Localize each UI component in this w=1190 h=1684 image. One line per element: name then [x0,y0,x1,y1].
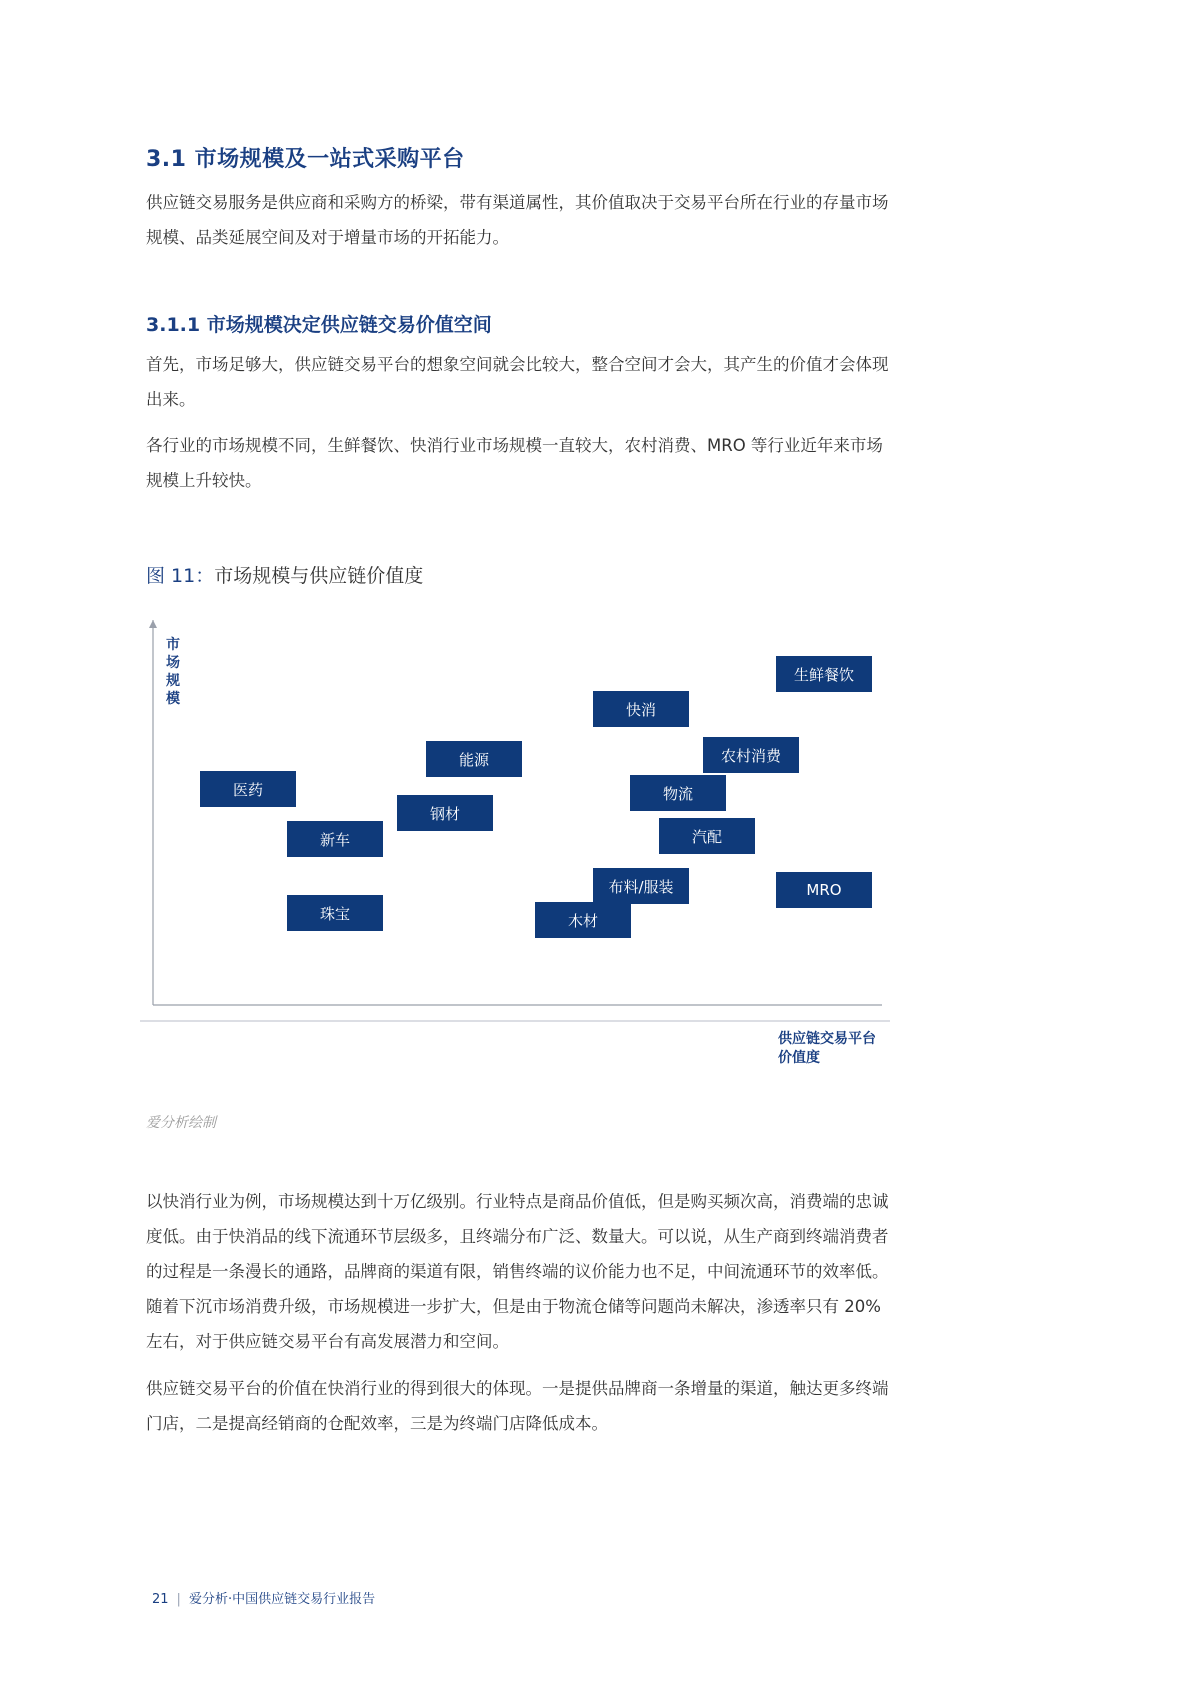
footer-divider: | [176,1592,181,1607]
paragraph-industries: 各行业的市场规模不同，生鲜餐饮、快消行业市场规模一直较大，农村消费、MRO 等行业近年来市场规模上升较快。 [146,436,883,490]
scatter-chart [140,620,900,1100]
category-box: 医药 [200,771,296,807]
chart-axes [140,620,900,1100]
category-box: 能源 [426,741,522,777]
figure-source: 爱分析绘制 [146,1115,216,1131]
y-axis-label: 市场规模 [166,637,180,707]
category-box: 布料/服装 [593,868,689,904]
category-box: 农村消费 [703,737,799,773]
category-box: 新车 [287,821,383,857]
category-box: 物流 [630,775,726,811]
figure-title [146,561,423,588]
section-title: 3.1 市场规模及一站式采购平台 [146,147,465,172]
figure-caption: 市场规模与供应链价值度 [214,565,424,587]
category-box: 生鲜餐饮 [776,656,872,692]
paragraph-market-size: 首先，市场足够大，供应链交易平台的想象空间就会比较大，整合空间才会大，其产生的价值才会体现出来。 [146,355,889,409]
page-footer [152,1588,375,1607]
figure-number: 图 11： [146,565,215,587]
paragraph-fmcg: 以快消行业为例，市场规模达到十万亿级别。行业特点是商品价值低，但是购买频次高，消费端的忠诚度低。由于快消品的线下流通环节层级多，且终端分布广泛、数量大。可以说，从生产商到终端消费者的过程是一条漫长的通路，品牌商的渠道有限，销售终端的议价能力也不足，中间流通环节的效率低。随着下沉市场消费升级，市场规模进一步扩大，但是由于物流仓储等问题尚未解决，渗透率只有 20%左右，对于供应链交易平台有高发展潜力和空间。 [146,1192,889,1351]
category-box: 珠宝 [287,895,383,931]
x-axis-label: 供应链交易平台价值度 [778,1031,876,1066]
intro-paragraph: 供应链交易服务是供应商和采购方的桥梁，带有渠道属性，其价值取决于交易平台所在行业的存量市场规模、品类延展空间及对于增量市场的开拓能力。 [146,193,889,247]
footer-report-title: 爱分析·中国供应链交易行业报告 [188,1592,376,1607]
category-box: 钢材 [397,795,493,831]
page-number: 21 [152,1592,169,1607]
paragraph-platform-value: 供应链交易平台的价值在快消行业的得到很大的体现。一是提供品牌商一条增量的渠道，触达更多终端门店，二是提高经销商的仓配效率，三是为终端门店降低成本。 [146,1379,889,1433]
y-axis-arrow [149,620,157,628]
category-box: 木材 [535,902,631,938]
category-box: 汽配 [659,818,755,854]
category-box: 快消 [593,691,689,727]
subsection-title: 3.1.1 市场规模决定供应链交易价值空间 [146,314,492,336]
category-box: MRO [776,872,872,908]
